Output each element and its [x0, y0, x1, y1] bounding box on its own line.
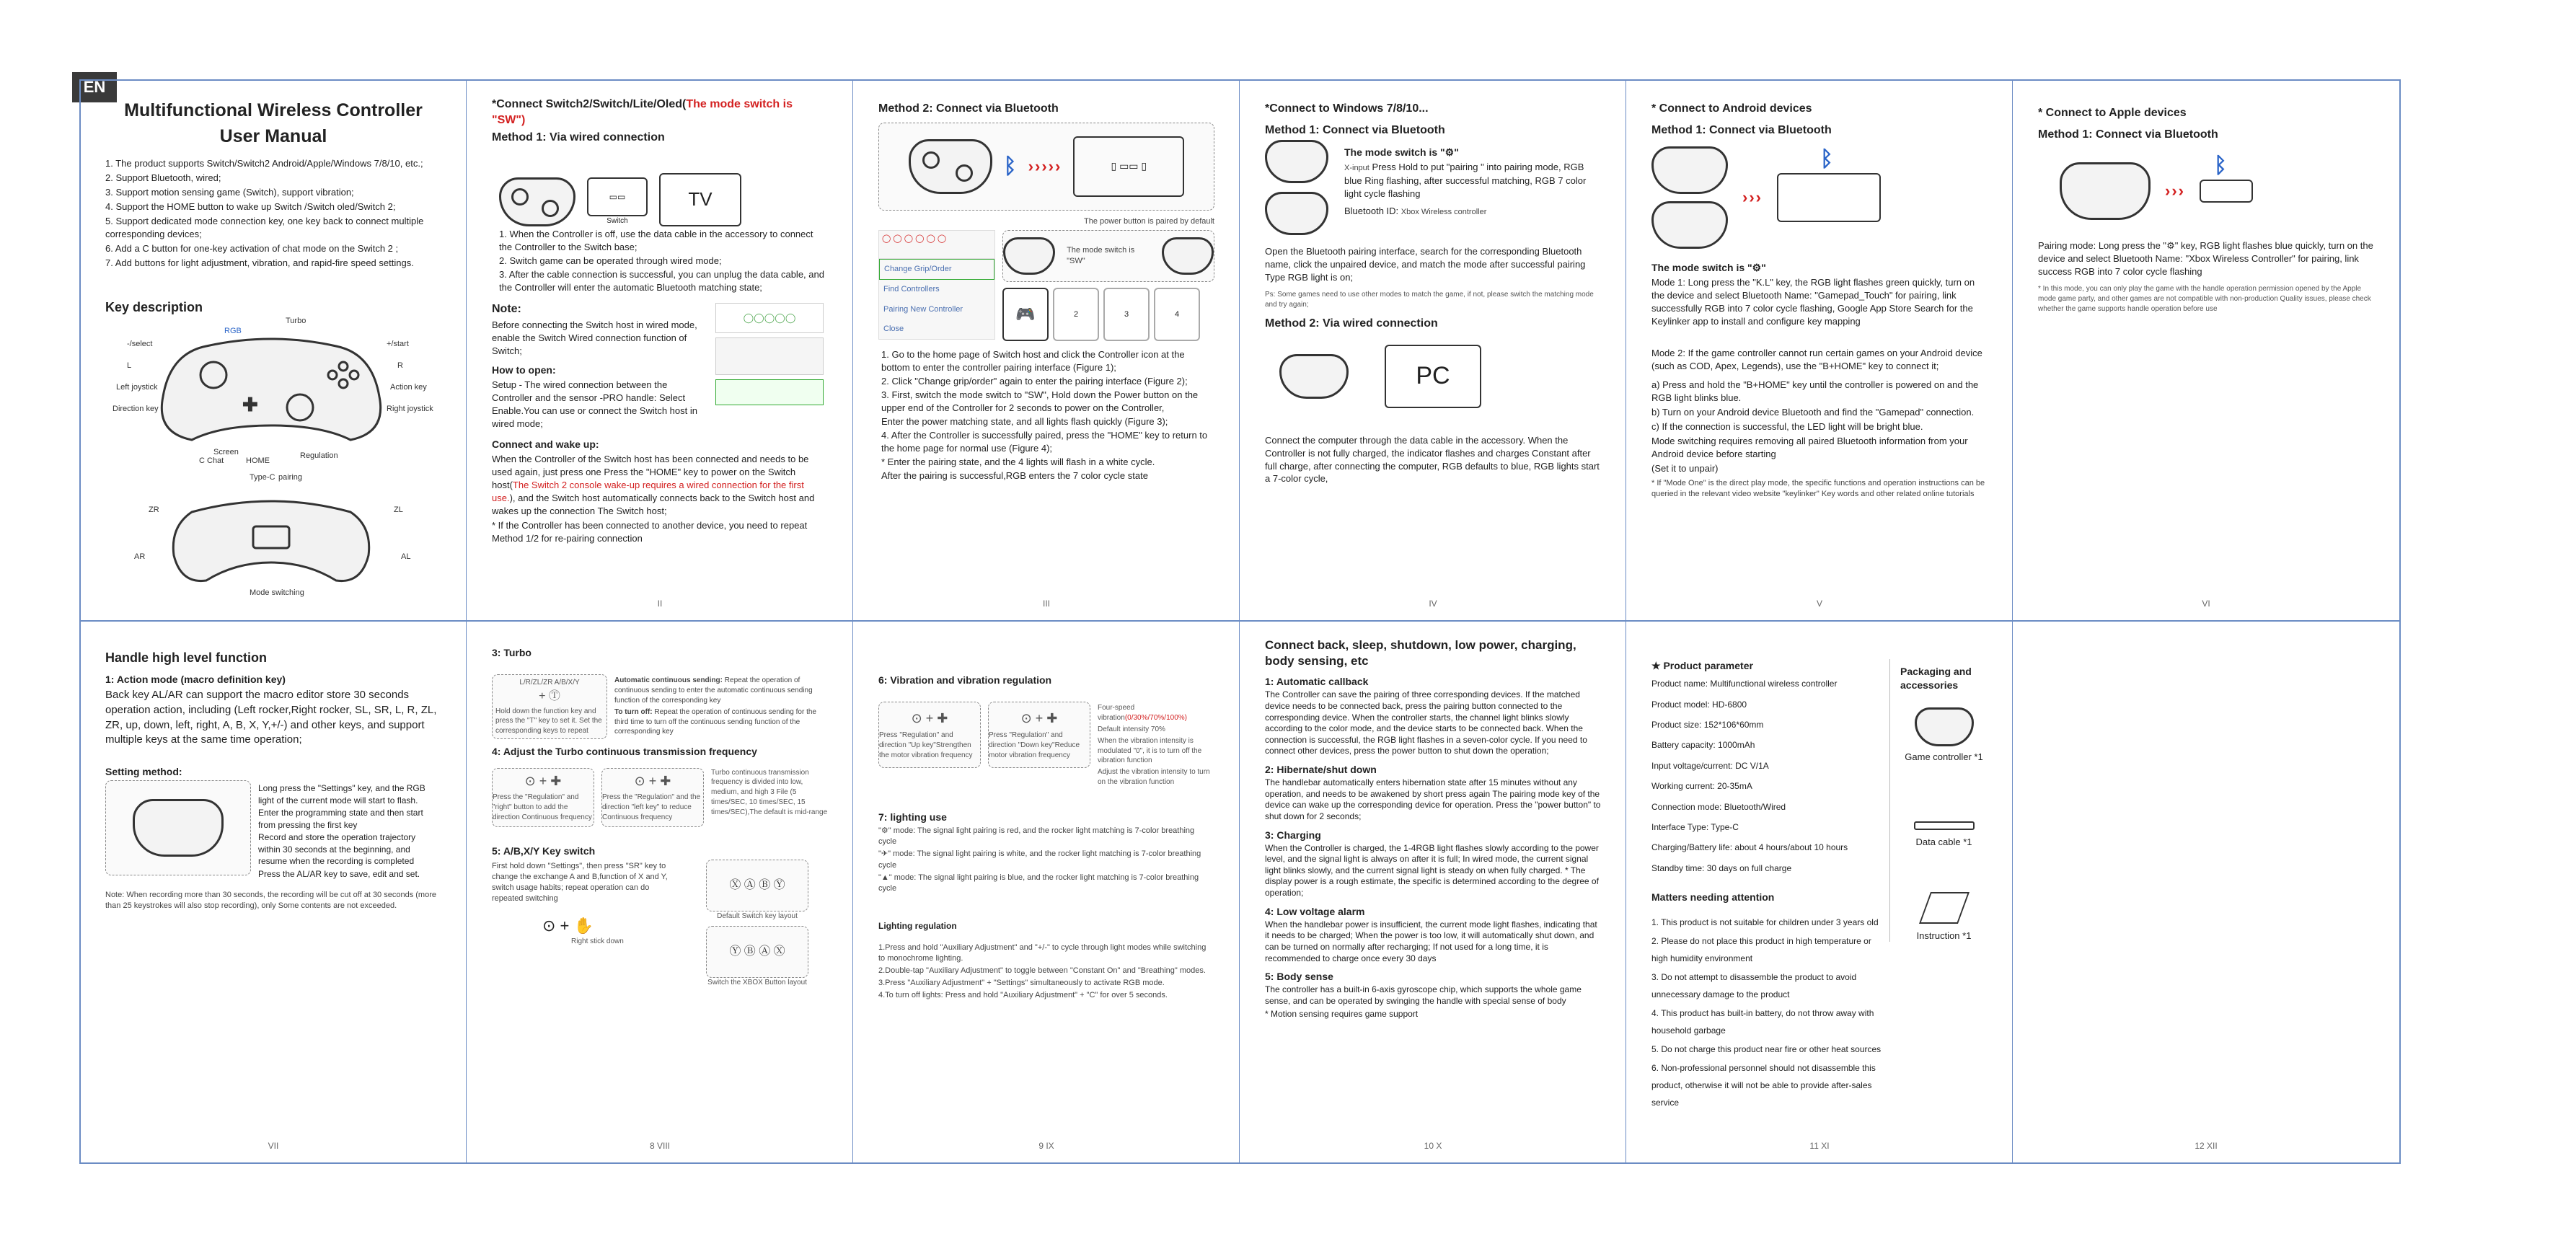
- lighting-heading: 7: lighting use: [878, 811, 947, 823]
- panel-high-level: [81, 623, 466, 1162]
- open-text: Open the Bluetooth pairing interface, search for the corresponding Bluetooth name, click the unpaired device, and match the mode after successful pairing Type RGB light is on;: [1265, 246, 1586, 283]
- turbo-heading: 3: Turbo: [492, 647, 531, 658]
- note-text: Before connecting the Switch host in wired mode, enable the Switch Wired connection function of Switch;: [492, 319, 697, 356]
- panel-windows: *Connect to Windows 7/8/10... Method 1: Connect via Bluetooth The mode switch is "⚙" X-input Press Hold to put "pairing " into pairing mode, RGB blue Ring flashing, after successful matching, RGB 7 color light cycle flashing Bluetooth ID: Xbox Wireless controller Open the Bluetooth pairing interface, search for the corresponding Bluetooth name, click the unpaired device, and match the mode after successful pairing Type RGB light is on; Ps: Some games need to use other modes to match the game, if not, please switch the matching mode and try again; Method 2: Via wired connection PC Connect the computer through the data cable in the accessory. When the Controller is not fully charged, the indicator flashes and charges Constant after full charge, after connecting the computer, RGB defaults to blue, RGB lights start a 7-color cycle, IV: [1240, 81, 1626, 620]
- regulation-step: 2.Double-tap "Auxiliary Adjustment" to toggle between "Constant On" and "Breathing" modes.: [878, 966, 1206, 975]
- manual-title: Multifunctional Wireless Controller: [124, 100, 423, 120]
- page-number: IV: [1429, 599, 1437, 609]
- menu-item: Find Controllers: [883, 285, 940, 294]
- page-number: 12 XII: [2195, 1141, 2218, 1152]
- btid-label: Bluetooth ID:: [1344, 205, 1399, 216]
- off-text: Repeat the operation of continuous sending for the third time to turn off the continuous sending function of the corresponding key: [614, 707, 816, 736]
- label-ar: AR: [134, 552, 146, 562]
- apple-note: * In this mode, you can only play the game with the handle operation permission opened by the Apple mode game party, and other games are not compatible with non-production Quality issues, please check whether the game supports handle operation before use: [2038, 284, 2371, 313]
- open-heading: How to open:: [492, 363, 556, 376]
- panel-blank: [2013, 623, 2399, 1162]
- feature-item: 7. Add buttons for light adjustment, vibration, and rapid-fire speed settings.: [105, 257, 414, 268]
- parameter-item: Working current: 20-35mA: [1651, 781, 1752, 792]
- mode-note: The mode switch is "SW": [1067, 246, 1135, 266]
- light-mode-1: " mode: The signal light pairing is red, and the rocker light matching is 7-color breathing cycle: [878, 826, 1195, 847]
- package-item: Data cable *1: [1915, 836, 1972, 847]
- mode1-text: Mode 1: Long press the "K.L" key, the RGB light flashes green quickly, turn on the device and select Bluetooth Name: "Gamepad_Touch" for pairing, link successfully RGB into 7 color cycle flashing, Google App Store Search for the Keylinker app to install and configure key mapping: [1651, 277, 1975, 327]
- vibration-figure-2: ⊙ + ✚ Press "Regulation" and direction "Down key"Reduce motor vibration frequency: [988, 702, 1090, 768]
- arrow-icon: ›››: [1742, 187, 1763, 206]
- label-zl: ZL: [394, 506, 403, 515]
- figure-note: The power button is paired by default: [1083, 217, 1214, 226]
- label-rgb: RGB: [224, 327, 242, 336]
- step: 2. Click "Change grip/order" again to enter the pairing interface (Figure 2);: [881, 376, 1188, 387]
- parameter-item: Connection mode: Bluetooth/Wired: [1651, 801, 1786, 812]
- page-number: V: [1816, 599, 1822, 609]
- switch-console: ▯ ▭▭ ▯: [1073, 136, 1184, 197]
- blue-light-icon: ▲: [881, 873, 889, 882]
- vibration-caption: Press "Regulation" and direction "Down key"Reduce motor vibration frequency: [989, 731, 1080, 759]
- pc-image: PC: [1385, 345, 1481, 408]
- hibernate-heading: 2: Hibernate/shut down: [1265, 763, 1377, 775]
- package-item: Game controller *1: [1905, 751, 1983, 762]
- action-mode-text: Back key AL/AR can support the macro editor store 30 seconds operation action, including (Left rocker,Right rocker, SL, SR, L, R, ZL, ZR, up, down, left, right, A, B, X, Y,+/-) and other keys, and support multiple keys at the same time operation;: [105, 689, 437, 746]
- panel-parameters: [1627, 623, 2012, 1162]
- step: * Enter the pairing state, and the 4 lights will flash in a white cycle.: [881, 456, 1155, 467]
- action-mode-heading: 1: Action mode (macro definition key): [105, 673, 286, 685]
- panel-power: [1240, 623, 1626, 1162]
- page-number: III: [1042, 599, 1050, 609]
- controller-diagram: [105, 317, 441, 606]
- feature-item: 6. Add a C button for one-key activation of chat mode on the Switch 2 ;: [105, 242, 399, 254]
- parameter-item: Interface Type: Type-C: [1651, 822, 1739, 833]
- default-layout: Ⓧ Ⓐ Ⓑ Ⓨ: [706, 860, 808, 911]
- attention-item: 5. Do not charge this product near fire or other heat sources: [1651, 1043, 1882, 1054]
- step-a: a) Press and hold the "B+HOME" key until the controller is powered on and the RGB light blinks blue.: [1651, 379, 1979, 404]
- light-mode-2: " mode: The signal light pairing is white, and the rocker light matching is 7-color breathing cycle: [878, 849, 1201, 870]
- red-light-icon: ⚙: [881, 826, 888, 835]
- panel-apple: * Connect to Apple devices Method 1: Connect via Bluetooth ››› ᛒ Pairing mode: Long press the "⚙" key, RGB light flashes blue quickly, turn on the device and select Bluetooth Name: "Xbox Wireless Controller" for pairing, link success RGB into 7 color cycle flashing * In this mode, you can only play the game with the handle operation permission opened by the Apple mode game party, and other games are not compatible with non-production Quality issues, please check whether the game supports handle operation before use VI: [2013, 81, 2399, 620]
- auto-heading: Automatic continuous sending:: [614, 676, 723, 685]
- label-type-c: Type-C: [250, 473, 275, 482]
- regulation-step: 1.Press and hold "Auxiliary Adjustment" and "+/-" to cycle through light modes while switching to monochrome lighting.: [878, 943, 1207, 963]
- xbox-layout-caption: Switch the XBOX Button layout: [707, 978, 807, 986]
- regulation-heading: Lighting regulation: [878, 921, 957, 932]
- low-voltage-text: When the handlebar power is insufficient, the current mode light flashes, indicating that it needs to be charged; When the power is too low, it will automatically shut down, and can be turned on normally after recharging; If not used for a long time, it is recommended to charge once every 30 days: [1265, 919, 1597, 963]
- step: 1. Go to the home page of Switch host and click the Controller icon at the bottom to enter the controller pairing interface (Figure 1);: [881, 349, 1185, 374]
- panel-intro: [81, 81, 466, 620]
- parameter-item: Charging/Battery life: about 4 hours/about 10 hours: [1651, 842, 1848, 853]
- charging-text: When the Controller is charged, the 1-4RGB light flashes slowly according to the power level, and the signal light is always on after it is full; In wired mode, the current signal light blinks slowly, and the current signal light is steady on when fully charged. * The display power is a rough estimate, the specific is determined according to the degree of operation;: [1265, 842, 1599, 899]
- attention-item: 6. Non-professional personnel should not disassemble this product, otherwise it will not be able to provide after-sales service: [1651, 1062, 1876, 1108]
- turbo-caption: Hold down the function key and press the "T" key to set it. Set the corresponding keys to repeat: [495, 707, 602, 736]
- abxy-text: First hold down "Settings", then press "SR" key to change the exchange A and B,function of X and Y, switch usage habits; repeat operation can do repeated switching: [492, 861, 668, 904]
- feature-item: 4. Support the HOME button to wake up Switch /Switch oled/Switch 2;: [105, 200, 396, 212]
- arrow-icon: ›››: [2165, 181, 2185, 200]
- windows-title: *Connect to Windows 7/8/10...: [1265, 102, 1429, 115]
- vibration-figure-1: ⊙ + ✚ Press "Regulation" and direction "Up key"Strengthen the motor vibration frequency: [878, 702, 981, 768]
- page-number: 8 VIII: [649, 1141, 670, 1152]
- label-c-chat: C Chat: [199, 456, 224, 466]
- menu-item: Close: [883, 324, 904, 333]
- method-2-heading: Method 2: Via wired connection: [1265, 317, 1438, 330]
- turbo-keys: L/R/ZL/ZR A/B/X/Y: [519, 678, 580, 687]
- feature-item: 2. Support Bluetooth, wired;: [105, 172, 221, 183]
- attention-item: 1. This product is not suitable for children under 3 years old: [1651, 917, 1879, 927]
- controller-image: [1915, 707, 1974, 746]
- label-al: AL: [401, 552, 411, 562]
- bluetooth-icon: ᛒ: [2213, 154, 2227, 178]
- high-level-title: Handle high level function: [105, 650, 268, 665]
- ps-text: Ps: Some games need to use other modes to match the game, if not, please switch the matching mode and try again;: [1265, 290, 1594, 309]
- step-c3: (Set it to unpair): [1651, 462, 1719, 474]
- wired-figure: [492, 147, 828, 226]
- divider: [81, 620, 2399, 622]
- label-regulation: Regulation: [300, 451, 338, 461]
- parameter-heading: ★ Product parameter: [1651, 660, 1753, 671]
- panel-switch: [467, 81, 852, 620]
- instruction-image: [1918, 892, 1969, 924]
- vib-levels: Four-speed vibration: [1098, 704, 1135, 723]
- feature-item: 1. The product supports Switch/Switch2 Android/Apple/Windows 7/8/10, etc.;: [105, 158, 423, 169]
- step: Record and store the operation trajectory within 30 seconds at the beginning, and resume when the recording is completed: [258, 832, 416, 867]
- menu-item: Change Grip/Order: [879, 259, 994, 280]
- bluetooth-figure: [878, 123, 1214, 211]
- android-figure: [1651, 140, 1988, 255]
- page-number: 10 X: [1424, 1141, 1442, 1152]
- controller-image: [909, 139, 992, 194]
- switch-title-mode: The mode switch is "SW"): [492, 98, 793, 127]
- settings-screens: ◯◯◯◯◯: [715, 303, 824, 405]
- label-r: R: [397, 361, 403, 371]
- feature-item: 3. Support motion sensing game (Switch), support vibration;: [105, 186, 354, 198]
- page-number: II: [657, 599, 663, 609]
- wake-heading: Connect and wake up:: [492, 438, 599, 450]
- manual-sheet: [79, 79, 2401, 1164]
- method-1-heading: Method 1: Connect via Bluetooth: [1651, 124, 1832, 137]
- regulation-step: 4.To turn off lights: Press and hold "Auxiliary Adjustment" + "C" for over 5 seconds.: [878, 991, 1168, 1000]
- panel-turbo: [467, 623, 852, 1162]
- parameter-item: Product name: Multifunctional wireless controller: [1651, 679, 1838, 689]
- label-mode-switching: Mode switching: [250, 588, 304, 598]
- body-sense-note: * Motion sensing requires game support: [1265, 1008, 1419, 1019]
- wake-note: * If the Controller has been connected to another device, you need to repeat Method 1/2 for re-pairing connection: [492, 519, 808, 544]
- power-title: Connect back, sleep, shutdown, low power, charging, body sensing, etc: [1265, 638, 1576, 668]
- xinput-label: X-input: [1344, 164, 1369, 173]
- body-sense-heading: 5: Body sense: [1265, 971, 1333, 983]
- wake-text: When the Controller of the Switch host has been connected and needs to be used again, just press one Press the "HOME" key to power on the Switch host(: [492, 454, 809, 491]
- parameter-item: Battery capacity: 1000mAh: [1651, 740, 1755, 751]
- packaging-heading: Packaging and accessories: [1900, 666, 1972, 692]
- callback-heading: 1: Automatic callback: [1265, 676, 1369, 688]
- panel-android: * Connect to Android devices Method 1: Connect via Bluetooth ››› ᛒ The mode switch is "⚙" Mode 1: Long press the "K.L" key, the RGB light flashes green quickly, turn on the device and select Bluetooth Name: "Gamepad_Touch" for pairing, link successfully RGB into 7 color cycle flashing, Google App Store Search for the Keylinker app to install and configure key mapping Mode 2: If the game controller cannot run certain games on your Android device (such as COD, Apex, Legends), use the "B+HOME" key to connect it; a) Press and hold the "B+HOME" key until the controller is powered on and the RGB light blinks blue. b) Turn on your Android device Bluetooth and find the "Gamepad" connection. c) If the connection is successful, the LED light will be bright blue. Mode switching requires removing all paired Bluetooth information from your Android device before starting (Set it to unpair) * If "Mode One" is the direct play mode, the specific functions and operation instructions can be queried in the relevant video website "keylinker" Key words and other related online tutorials V: [1627, 81, 2012, 620]
- controller-slots: 🎮 2 3 4: [1002, 288, 1214, 341]
- step: Enter the power matching state, and all lights flash quickly (Figure 3);: [881, 415, 1168, 427]
- label-home: HOME: [246, 456, 270, 466]
- step-c: c) If the connection is successful, the LED light will be bright blue.: [1651, 420, 1923, 432]
- pair-text-2: " key, RGB light flashes blue quickly, turn on the device and select Bluetooth Name: "Xbox Wireless Controller" for pairing, link success RGB into 7 color cycle flashing: [2038, 240, 2373, 278]
- key-description-heading: Key description: [105, 299, 203, 314]
- divider: [1239, 81, 1240, 1162]
- vib-default: Default intensity 70%: [1098, 725, 1165, 733]
- controller-pair-images: [1265, 140, 1337, 235]
- method-1-heading: Method 1: Via wired connection: [492, 131, 665, 144]
- attention-heading: Matters needing attention: [1651, 891, 1775, 904]
- method-1-heading: Method 1: Connect via Bluetooth: [2038, 128, 2218, 141]
- rstick-caption: Right stick down: [571, 937, 624, 945]
- recording-note: Note: When recording more than 30 seconds, the recording will be cut off at 30 seconds (more than 25 keystrokes will also stop recording), only Some contents are not exceeded.: [105, 890, 436, 910]
- low-voltage-heading: 4: Low voltage alarm: [1265, 905, 1365, 917]
- label-l: L: [127, 361, 132, 371]
- light-mode-3: " mode: The signal light pairing is blue, and the rocker light matching is 7-color breathing cycle: [878, 873, 1199, 893]
- footnote: * If "Mode One" is the direct play mode, the specific functions and operation instructions can be queried in the relevant video website "keylinker" Key words and other related online tutorials: [1651, 478, 1985, 498]
- parameter-item: Input voltage/current: DC V/1A: [1651, 760, 1769, 771]
- callback-text: The Controller can save the pairing of three corresponding devices. If the matched device needs to be connected back, press the pairing button connected to the corresponding device. When the controller starts, the channel light blinks slowly according to the color mode, and the device starts to be connected back. When the connection is successful, the RGB light flashes in a seven-color cycle. If you need to connect other devices, press the power button to shut down the operation;: [1265, 689, 1587, 756]
- adjust-heading: 4: Adjust the Turbo continuous transmission frequency: [492, 746, 757, 758]
- controller-image: [499, 177, 575, 226]
- label-direction-key: Direction key: [113, 405, 159, 414]
- apple-title: * Connect to Apple devices: [2038, 107, 2187, 119]
- hold-text: Press Hold to put "pairing " into pairing mode, RGB blue Ring flashing, after successful matching, RGB 7 color light cycle flashing: [1344, 162, 1587, 199]
- step: 3. First, switch the mode switch to "SW", Hold down the Power button on the upper end of the Controller for 2 seconds to power on the Controller,: [881, 389, 1199, 413]
- manual-subtitle: User Manual: [219, 126, 327, 146]
- body-sense-text: The controller has a built-in 6-axis gyroscope chip, which supports the whole game sense, and can be operated by swinging the handle with special sense of body: [1265, 984, 1582, 1006]
- step: After the pairing is successful,RGB enters the 7 color cycle state: [881, 469, 1148, 481]
- default-layout-caption: Default Switch key layout: [717, 911, 798, 920]
- step: Enter the programming state and then start from pressing the first key: [258, 808, 423, 830]
- xbox-layout: Ⓨ Ⓑ Ⓐ Ⓧ: [706, 926, 808, 978]
- page-number: VII: [268, 1141, 279, 1152]
- adjust-caption: Press the "Regulation" and the direction "left key" to reduce Continuous frequency: [602, 793, 701, 821]
- mode-label: The mode switch is ": [1344, 146, 1445, 159]
- page-number: VI: [2202, 599, 2210, 609]
- bluetooth-icon: ᛒ: [1003, 154, 1017, 179]
- cable-image: [1914, 821, 1975, 830]
- regulation-step: 3.Press "Auxiliary Adjustment" + "Settings" simultaneously to activate RGB mode.: [878, 979, 1165, 988]
- step: 3. After the cable connection is successful, you can unplug the data cable, and the Controller will enter the automatic Bluetooth matching state;: [499, 269, 824, 293]
- attention-item: 3. Do not attempt to disassemble the product to avoid unnecessary damage to the product: [1651, 971, 1857, 999]
- divider: [466, 81, 467, 1162]
- step: 1. When the Controller is off, use the data cable in the accessory to connect the Controller to the Switch base;: [499, 229, 813, 253]
- parameter-item: Product model: HD-6800: [1651, 699, 1747, 710]
- adjust-figure-1: ⊙ + ✚ Press the "Regulation" and "right" button to add the direction Continuous frequency: [492, 768, 594, 827]
- switch-title: *Connect Switch2/Switch/Lite/Oled(: [492, 98, 687, 110]
- tv-image: TV: [659, 173, 741, 226]
- label-zr: ZR: [149, 506, 159, 515]
- label-action-key: Action key: [390, 383, 427, 392]
- hibernate-text: The handlebar automatically enters hibernation state after 15 minutes without any operation, and needs to be awakened by short press again The pairing mode key of the device can wake up the corresponding device for operation. Press the "power button" to shut down for 2 seconds;: [1265, 777, 1601, 821]
- menu-item: Pairing New Controller: [883, 304, 963, 314]
- adjust-note: Turbo continuous transmission frequency is divided into low, medium, and high 3 File (5 times/SEC, 10 times/SEC, 15 times/SEC),The default is mid-range: [711, 768, 828, 816]
- vib-levels-values: (0/30%/70%/100%): [1124, 714, 1187, 723]
- step-c2: Mode switching requires removing all paired Bluetooth information from your Android device before starting: [1651, 435, 1968, 459]
- label-turbo: Turbo: [286, 317, 306, 326]
- label-select: -/select: [127, 340, 153, 349]
- switch-caption: Switch: [606, 217, 628, 226]
- charging-heading: 3: Charging: [1265, 829, 1321, 841]
- wired-text: Connect the computer through the data cable in the accessory. When the Controller is not fully charged, the indicator flashes and charges Constant after full charge, after connecting the computer, RGB defaults to blue, RGB lights start a 7-color cycle,: [1265, 434, 1600, 485]
- panel-vibration: 6: Vibration and vibration regulation ⊙ + ✚ Press "Regulation" and direction "Up key"Strengthen the motor vibration frequency ⊙ + ✚ Press "Regulation" and direction "Down key"Reduce motor vibration frequency Four-speed vibration(0/30%/70%/100%) Default intensity 70% When the vibration intensity is modulated "0", it is to turn off the vibration function Adjust the vibration intensity to turn on the vibration function 7: lighting use "⚙" mode: The signal light pairing is red, and the rocker light matching is 7-color breathing cycle "✈" mode: The signal light pairing is white, and the rocker light matching is 7-color breathing cycle "▲" mode: The signal light pairing is blue, and the rocker light matching is 7-color breathing cycle Lighting regulation 1.Press and hold "Auxiliary Adjustment" and "+/-" to cycle through light modes while switching to monochrome lighting. 2.Double-tap "Auxiliary Adjustment" to toggle between "Constant On" and "Breathing" modes. 3.Press "Auxiliary Adjustment" + "Settings" simultaneously to activate RGB mode. 4.To turn off lights: Press and hold "Auxiliary Adjustment" + "C" for over 5 seconds. 9 IX: [854, 623, 1239, 1162]
- vib-off: When the vibration intensity is modulated "0", it is to turn off the vibration function: [1098, 736, 1202, 765]
- setting-figure: [105, 780, 251, 875]
- pairing-menu: ◯ ◯ ◯ ◯ ◯ ◯ Change Grip/Order Find Controllers Pairing New Controller Close: [878, 230, 995, 340]
- off-heading: To turn off:: [614, 707, 653, 716]
- abxy-heading: 5: A/B,X/Y Key switch: [492, 844, 596, 857]
- parameter-item: Standby time: 30 days on full charge: [1651, 862, 1792, 873]
- label-left-joystick: Left joystick: [116, 383, 158, 392]
- feature-item: 5. Support dedicated mode connection key, one key back to connect multiple corresponding devices;: [105, 215, 424, 239]
- vibration-caption: Press "Regulation" and direction "Up key"Strengthen the motor vibration frequency: [879, 731, 973, 759]
- label-start: +/start: [387, 340, 409, 349]
- note-heading: Note:: [492, 302, 521, 315]
- android-title: * Connect to Android devices: [1651, 102, 1812, 115]
- step: Long press the "Settings" key, and the RGB light of the current mode will start to flash.: [258, 783, 425, 805]
- page-number: 9 IX: [1038, 1141, 1054, 1152]
- wake-text-2: ), and the Switch host automatically connects back to the Switch host and wakes up the connection The Switch host;: [492, 493, 815, 516]
- step: 2. Switch game can be operated through wired mode;: [499, 255, 722, 267]
- package-item: Instruction *1: [1916, 930, 1972, 941]
- mode2-text: Mode 2: If the game controller cannot run certain games on your Android device (such as COD, Apex, Legends), use the "B+HOME" key to connect it;: [1651, 348, 1982, 372]
- btid-value: Xbox Wireless controller: [1401, 207, 1487, 216]
- auto-text: Repeat the operation of continuous sending to enter the automatic continuous sending function of the corresponding key: [614, 676, 813, 705]
- label-right-joystick: Right joystick: [387, 405, 433, 414]
- step: 4. After the Controller is successfully paired, press the "HOME" key to return to the home page for normal use (Figure 4);: [881, 429, 1208, 454]
- adjust-caption: Press the "Regulation" and "right" button to add the direction Continuous frequency: [493, 793, 592, 821]
- attention-item: 4. This product has built-in battery, do not throw away with household garbage: [1651, 1007, 1874, 1036]
- apple-figure: [2038, 144, 2374, 238]
- label-pairing: pairing: [278, 473, 303, 482]
- rstick-figure: ⊙ + ✋: [542, 916, 594, 935]
- open-text: Setup - The wired connection between the Controller and the sensor -PRO handle: Select Enable.You can use or connect the Switch host in wired mode;: [492, 379, 697, 429]
- svg-text:✚: ✚: [242, 394, 258, 416]
- vib-on: Adjust the vibration intensity to turn on the vibration function: [1098, 768, 1210, 786]
- pair-text: Pairing mode: Long press the ": [2038, 240, 2167, 252]
- method-1-heading: Method 1: Connect via Bluetooth: [1265, 124, 1445, 137]
- parameter-item: Product size: 152*106*60mm: [1651, 720, 1764, 730]
- switch-dock: ▭▭: [587, 177, 648, 216]
- vibration-heading: 6: Vibration and vibration regulation: [878, 674, 1052, 686]
- attention-item: 2. Please do not place this product in high temperature or high humidity environment: [1651, 935, 1871, 963]
- language-badge: EN: [72, 72, 117, 102]
- divider: [852, 81, 853, 1162]
- setting-heading: Setting method:: [105, 765, 182, 777]
- turbo-figure: L/R/ZL/ZR A/B/X/Y + Ⓣ Hold down the function key and press the "T" key to set it. Set the corresponding keys to repeat: [492, 674, 607, 739]
- bluetooth-icon: ᛒ: [1819, 147, 1833, 172]
- mode-label: The mode switch is ": [1651, 262, 1752, 274]
- wake-red: The Switch 2 console wake-up requires a wired connection for the first use.: [492, 480, 804, 503]
- step-b: b) Turn on your Android device Bluetooth and find the "Gamepad" connection.: [1651, 406, 1975, 418]
- step: Press the AL/AR key to save, edit and set.: [258, 869, 420, 880]
- label-screen: Screen: [213, 448, 239, 457]
- arrow-icon: ›››››: [1028, 156, 1062, 175]
- divider: [2012, 81, 2013, 1162]
- adjust-figure-2: ⊙ + ✚ Press the "Regulation" and the direction "left key" to reduce Continuous frequency: [601, 768, 704, 827]
- controller-pair-figure: [1002, 230, 1214, 282]
- page-number: 11 XI: [1809, 1141, 1830, 1152]
- feature-list: [105, 157, 441, 270]
- pc-figure: [1265, 333, 1601, 420]
- panel-bluetooth: [854, 81, 1239, 620]
- white-light-icon: ✈: [881, 849, 888, 859]
- method-2-heading: Method 2: Connect via Bluetooth: [878, 102, 1059, 115]
